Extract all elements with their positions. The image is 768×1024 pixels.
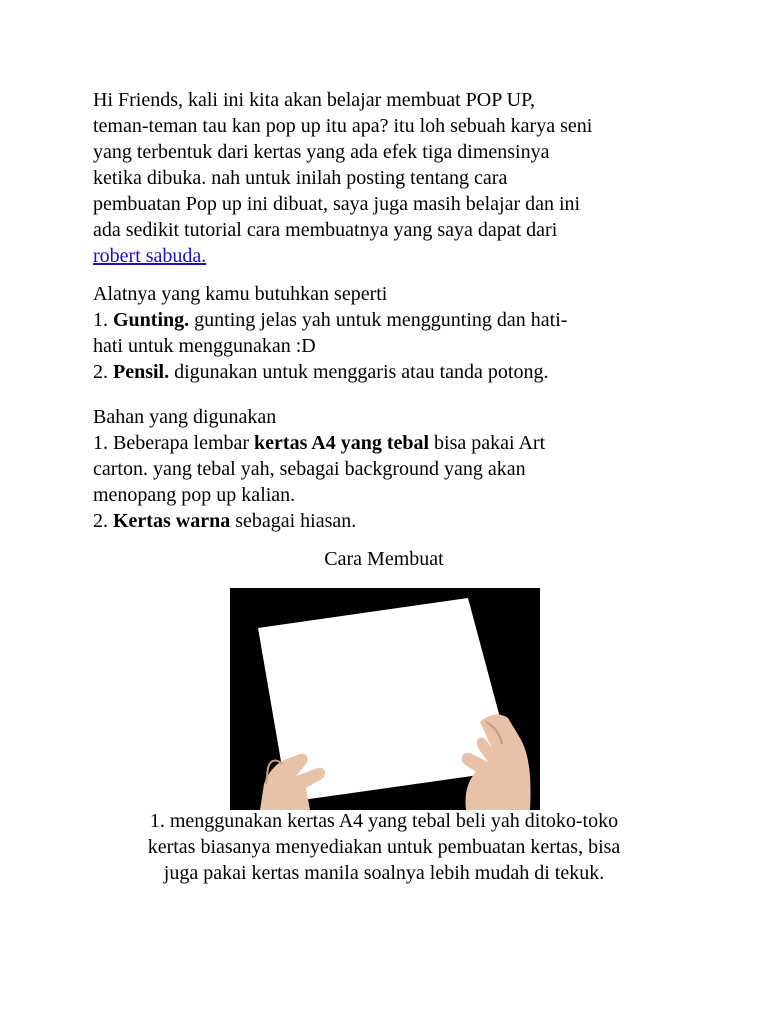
materials-section xyxy=(93,404,693,534)
item-text: sebagai hiasan. xyxy=(230,510,357,532)
item-term: Pensil. xyxy=(113,361,170,383)
item-text: bisa pakai Art xyxy=(429,432,546,454)
tools-item-1 xyxy=(93,307,693,333)
paper-photo xyxy=(230,588,540,810)
item-number: 2. xyxy=(93,510,113,532)
item-number: 2. xyxy=(93,361,113,383)
tools-section xyxy=(93,281,693,385)
paper-held-by-hands-illustration xyxy=(230,588,540,810)
intro-line: ketika dibuka. nah untuk inilah posting tentang cara xyxy=(93,167,508,189)
robert-sabuda-link[interactable]: robert sabuda. xyxy=(93,245,207,267)
caption-line: juga pakai kertas manila soalnya lebih mudah di tekuk. xyxy=(163,862,605,884)
intro-line: pembuatan Pop up ini dibuat, saya juga masih belajar dan ini xyxy=(93,193,581,215)
materials-item-2 xyxy=(93,508,693,534)
item-text: gunting jelas yah untuk menggunting dan hati- xyxy=(189,309,568,331)
item-term: Kertas warna xyxy=(113,510,231,532)
intro-line: yang terbentuk dari kertas yang ada efek tiga dimensinya xyxy=(93,141,550,163)
materials-item-1 xyxy=(93,430,693,456)
caption-line: 1. menggunakan kertas A4 yang tebal beli yah ditoko-toko xyxy=(149,810,619,832)
tools-item-1-cont: hati untuk menggunakan :D xyxy=(93,335,316,357)
caption-line: kertas biasanya menyediakan untuk pembuatan kertas, bisa xyxy=(147,836,621,858)
intro-line: Hi Friends, kali ini kita akan belajar membuat POP UP, xyxy=(93,89,535,111)
item-text: digunakan untuk menggaris atau tanda potong. xyxy=(169,361,549,383)
materials-heading: Bahan yang digunakan xyxy=(93,406,277,428)
intro-paragraph xyxy=(93,87,693,269)
tools-item-2 xyxy=(93,359,693,385)
item-term: kertas A4 yang tebal xyxy=(254,432,430,454)
intro-line: teman-teman tau kan pop up itu apa? itu loh sebuah karya seni xyxy=(93,115,593,137)
tools-heading: Alatnya yang kamu butuhkan seperti xyxy=(93,283,388,305)
materials-item-1-cont: menopang pop up kalian. xyxy=(93,484,296,506)
item-term: Gunting. xyxy=(113,309,190,331)
section-title: Cara Membuat xyxy=(324,548,444,570)
intro-line: ada sedikit tutorial cara membuatnya yang saya dapat dari xyxy=(93,219,558,241)
item-text: 1. Beberapa lembar xyxy=(93,432,255,454)
materials-item-1-cont: carton. yang tebal yah, sebagai background yang akan xyxy=(93,458,526,480)
step-1-caption xyxy=(60,808,708,886)
item-number: 1. xyxy=(93,309,113,331)
